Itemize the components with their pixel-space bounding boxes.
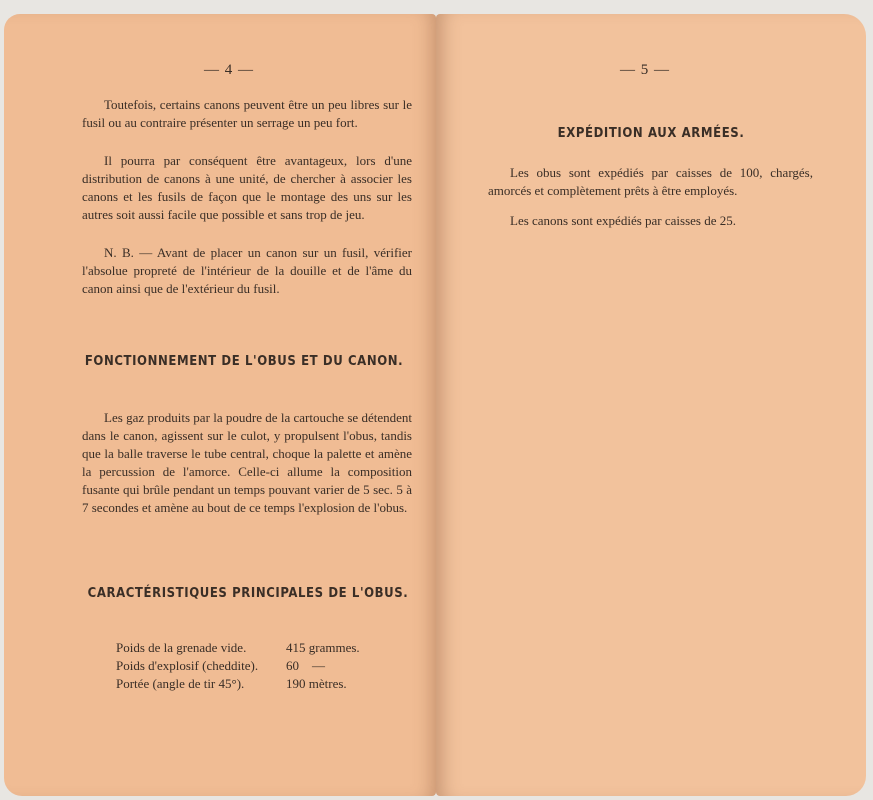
paragraph-les-gaz: Les gaz produits par la poudre de la cartouche se détendent dans le canon, agissent sur le culot, y propulsent l'obus, tandis que la balle traverse le tube central, choque la palette et amène la percussion de l'amorce. Celle-ci allume la composition fusante qui brûle pendant un temps pouvant varier de 5 sec. 5 à 7 secondes et amène au bout de ce temps l'explosion de l'obus. [82,410,412,515]
paragraph-il-pourra: Il pourra par conséquent être avantageux, lors d'une distribution de canons à une unité, de chercher à associer les canons et les fusils de façon que le montage des uns sur les autres soit aussi facile que possible et sans trop de jeu. [82,153,412,222]
spec-value: 190 mètres. [286,676,347,691]
spec-label: Portée (angle de tir 45°). [116,676,245,691]
spec-label: Poids d'explosif (cheddite). [116,658,259,673]
left-page [4,14,436,796]
spec-value: 415 grammes. [286,640,360,655]
paragraph-toutefois: Toutefois, certains canons peuvent être un peu libres sur le fusil ou au contraire présenter un serrage un peu fort. [82,97,412,130]
heading-caracteristiques: CARACTÉRISTIQUES PRINCIPALES DE L'OBUS. [87,586,409,601]
paragraph-nb: N. B. — Avant de placer un canon sur un fusil, vérifier l'absolue propreté de l'intérieur de la douille et de l'âme du canon ainsi que de l'extérieur du fusil. [82,245,412,296]
specs-table [116,639,360,693]
paragraph-canons-expedies: Les canons sont expédiés par caisses de 25. [510,213,736,228]
page-number-5: — 5 — [620,62,670,78]
spec-row [116,657,360,675]
paragraph-obus-expedies: Les obus sont expédiés par caisses de 100, chargés, amorcés et complètement prêts à être employés. [488,165,813,198]
spec-label: Poids de la grenade vide. [116,640,247,655]
spec-row [116,639,360,657]
heading-expedition: EXPÉDITION AUX ARMÉES. [557,126,745,141]
heading-fonctionnement: FONCTIONNEMENT DE L'OBUS ET DU CANON. [84,354,404,369]
right-page [436,14,866,796]
spec-row [116,675,360,693]
page-number-4: — 4 — [204,62,254,78]
spec-value: 60 — [286,658,325,673]
